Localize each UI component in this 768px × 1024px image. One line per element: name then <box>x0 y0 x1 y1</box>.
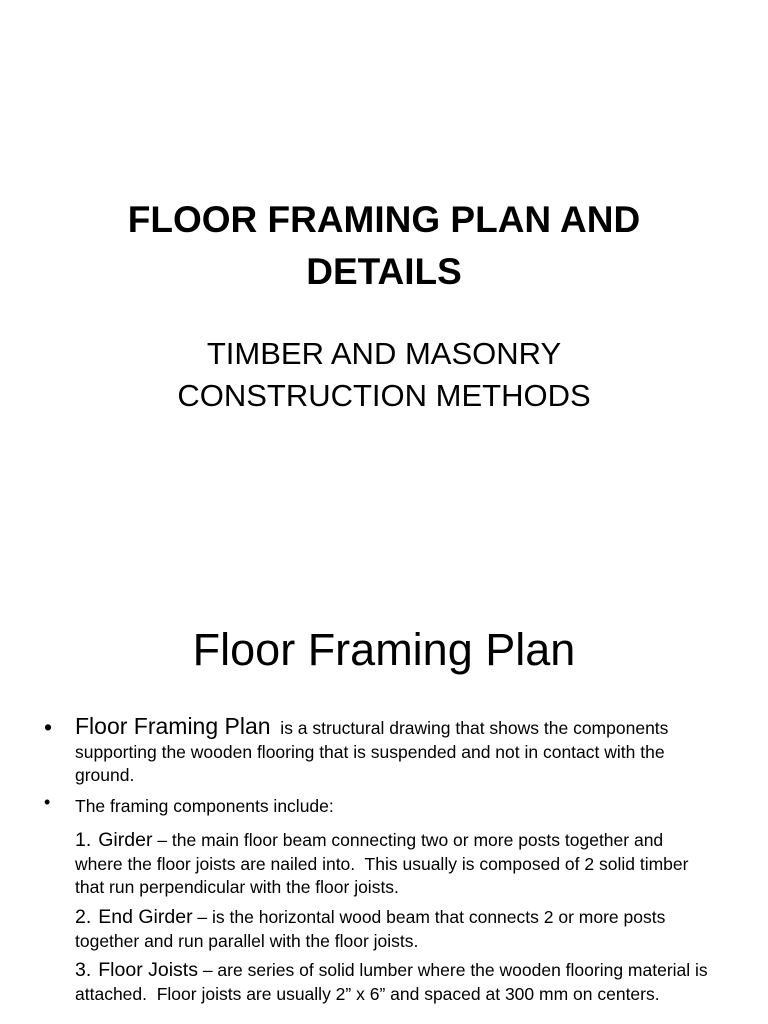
component-item-floor-joists <box>75 959 715 1006</box>
slide-subtitle <box>40 333 728 417</box>
bullet-dot-icon: • <box>44 714 53 740</box>
slide-title-line-1: FLOOR FRAMING PLAN AND <box>127 199 641 240</box>
item-description: – are series of solid lumber where the wooden flooring material is attached. Floor joists are usually 2” x 6” and spaced at 300 mm on centers. <box>75 960 713 1004</box>
component-item-girder <box>75 829 715 900</box>
slide-title-line-2: DETAILS <box>306 251 462 292</box>
component-item-end-girder <box>75 906 715 953</box>
item-description: – is the horizontal wood beam that connects 2 or more posts together and run parallel with the floor joists. <box>75 907 671 951</box>
item-number: 2. <box>75 906 92 928</box>
item-description: – the main floor beam connecting two or more posts together and where the floor joists are nailed into. This usually is composed of 2 solid timber that run perpendicular with the floor joists. <box>75 830 694 897</box>
item-number: 1. <box>75 829 92 851</box>
slide-subtitle-line-1: TIMBER AND MASONRY <box>206 336 562 371</box>
item-number: 3. <box>75 959 92 981</box>
bullet-text: is a structural drawing that shows the components supporting the wooden flooring that is suspended and not in contact with the ground. <box>75 718 674 785</box>
item-term: Girder <box>98 829 153 851</box>
slide-subtitle-line-2: CONSTRUCTION METHODS <box>177 378 591 413</box>
bullet-dot-icon: • <box>44 792 51 812</box>
bullet-item-components <box>44 792 715 819</box>
bullet-item-definition <box>44 713 715 788</box>
item-term: End Girder <box>98 906 193 928</box>
bullet-text: The framing components include: <box>75 796 334 816</box>
item-term: Floor Joists <box>98 959 198 981</box>
slide-title <box>40 194 728 298</box>
bullet-lead-term: Floor Framing Plan <box>75 713 271 739</box>
section-heading: Floor Framing Plan <box>192 624 576 675</box>
